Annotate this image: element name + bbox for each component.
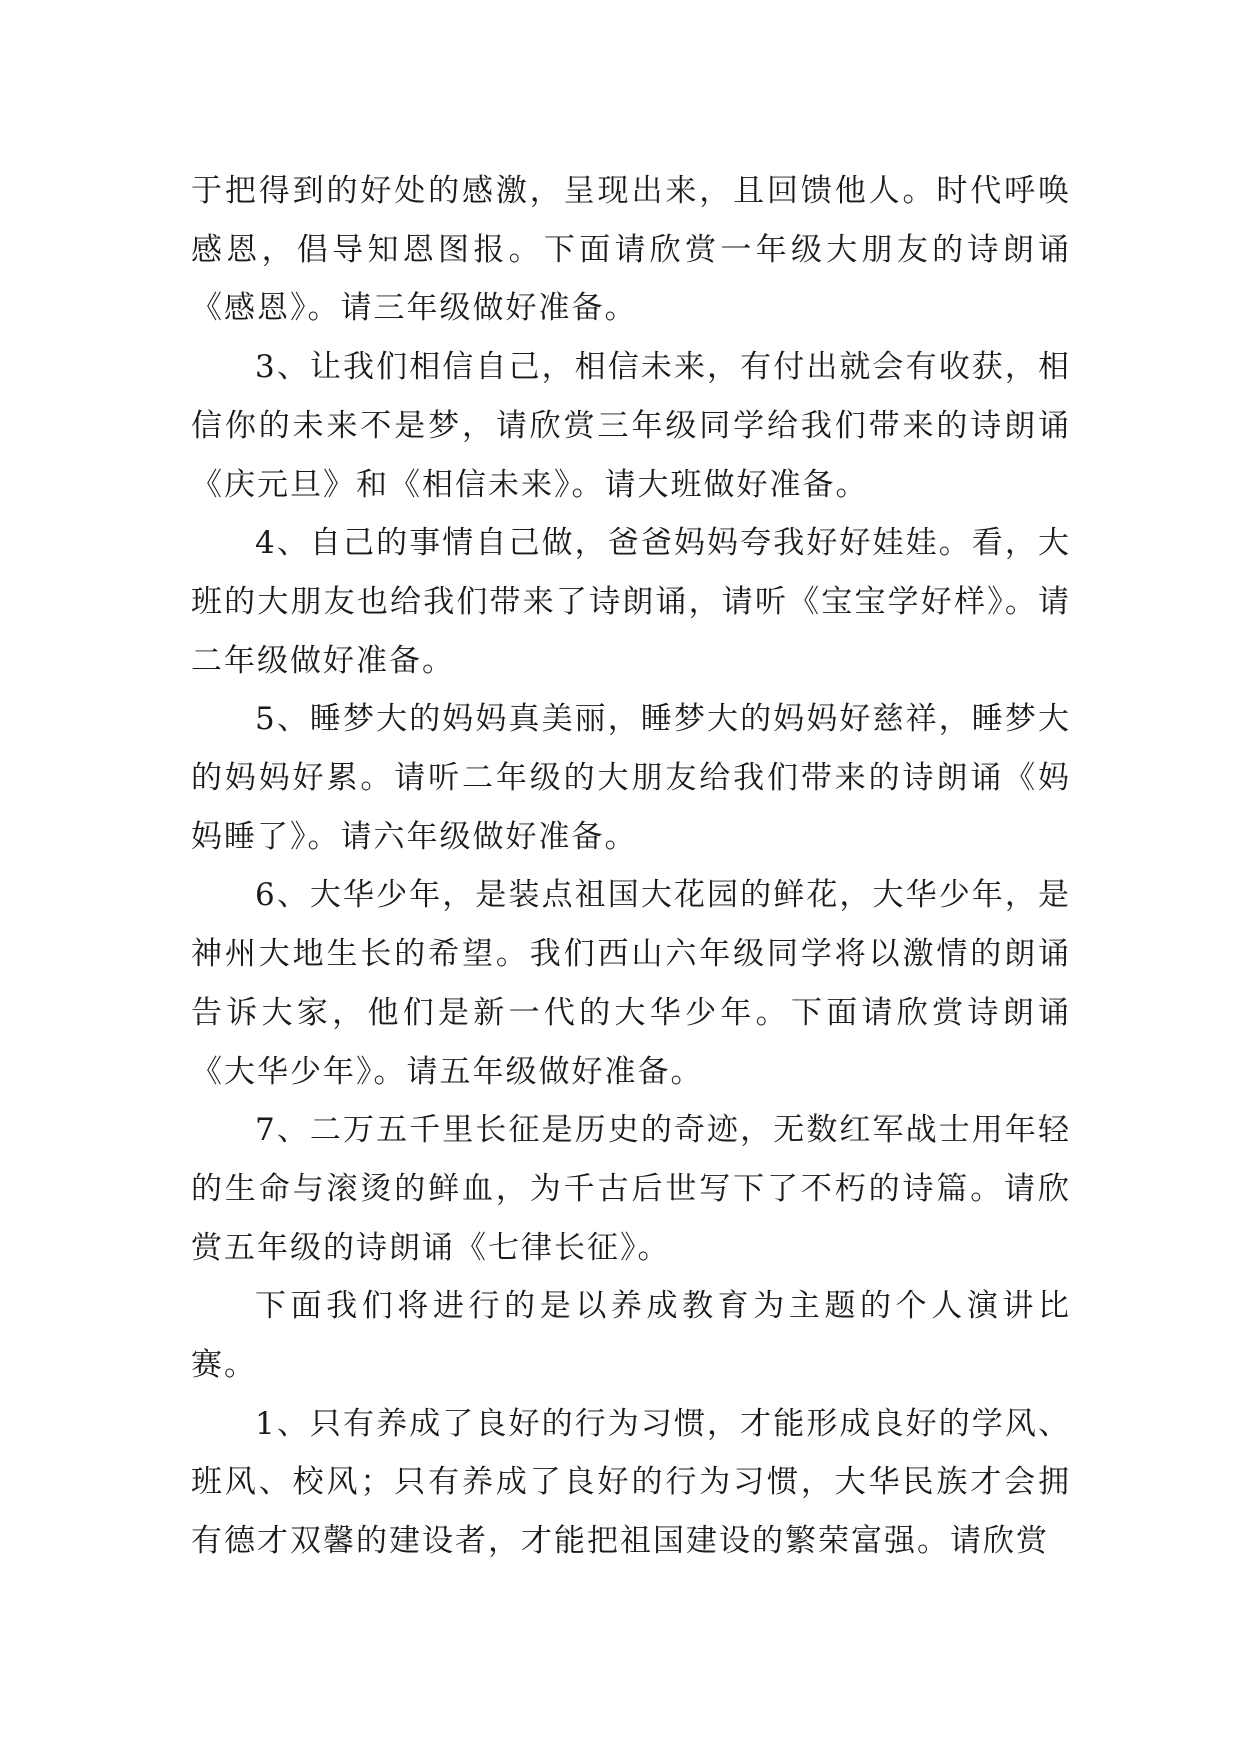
paragraph-item-4: 4、自己的事情自己做，爸爸妈妈夸我好好娃娃。看，大班的大朋友也给我们带来了诗朗诵，请听《宝宝学好样》。请二年级做好准备。: [191, 525, 1071, 679]
document-body: [191, 162, 1071, 1571]
paragraph-speech-intro: 下面我们将进行的是以养成教育为主题的个人演讲比赛。: [191, 1288, 1071, 1384]
paragraph-intro-continuation: 于把得到的好处的感激，呈现出来，且回馈他人。时代呼唤感恩，倡导知恩图报。下面请欣赏一年级大朋友的诗朗诵《感恩》。请三年级做好准备。: [191, 173, 1071, 327]
paragraph-item-5: 5、睡梦大的妈妈真美丽，睡梦大的妈妈好慈祥，睡梦大的妈妈好累。请听二年级的大朋友给我们带来的诗朗诵《妈妈睡了》。请六年级做好准备。: [191, 701, 1071, 855]
paragraph-speech-item-1: 1、只有养成了良好的行为习惯，才能形成良好的学风、班风、校风；只有养成了良好的行为习惯，大华民族才会拥有德才双馨的建设者，才能把祖国建设的繁荣富强。请欣赏: [191, 1405, 1071, 1560]
paragraph-item-6: 6、大华少年，是装点祖国大花园的鲜花，大华少年，是神州大地生长的希望。我们西山六年级同学将以激情的朗诵告诉大家，他们是新一代的大华少年。下面请欣赏诗朗诵《大华少年》。请五年级做好准备。: [191, 877, 1071, 1090]
paragraph-item-3: 3、让我们相信自己，相信未来，有付出就会有收获，相信你的未来不是梦，请欣赏三年级同学给我们带来的诗朗诵《庆元旦》和《相信未来》。请大班做好准备。: [191, 349, 1071, 503]
paragraph-item-7: 7、二万五千里长征是历史的奇迹，无数红军战士用年轻的生命与滚烫的鲜血，为千古后世写下了不朽的诗篇。请欣赏五年级的诗朗诵《七律长征》。: [191, 1112, 1071, 1266]
